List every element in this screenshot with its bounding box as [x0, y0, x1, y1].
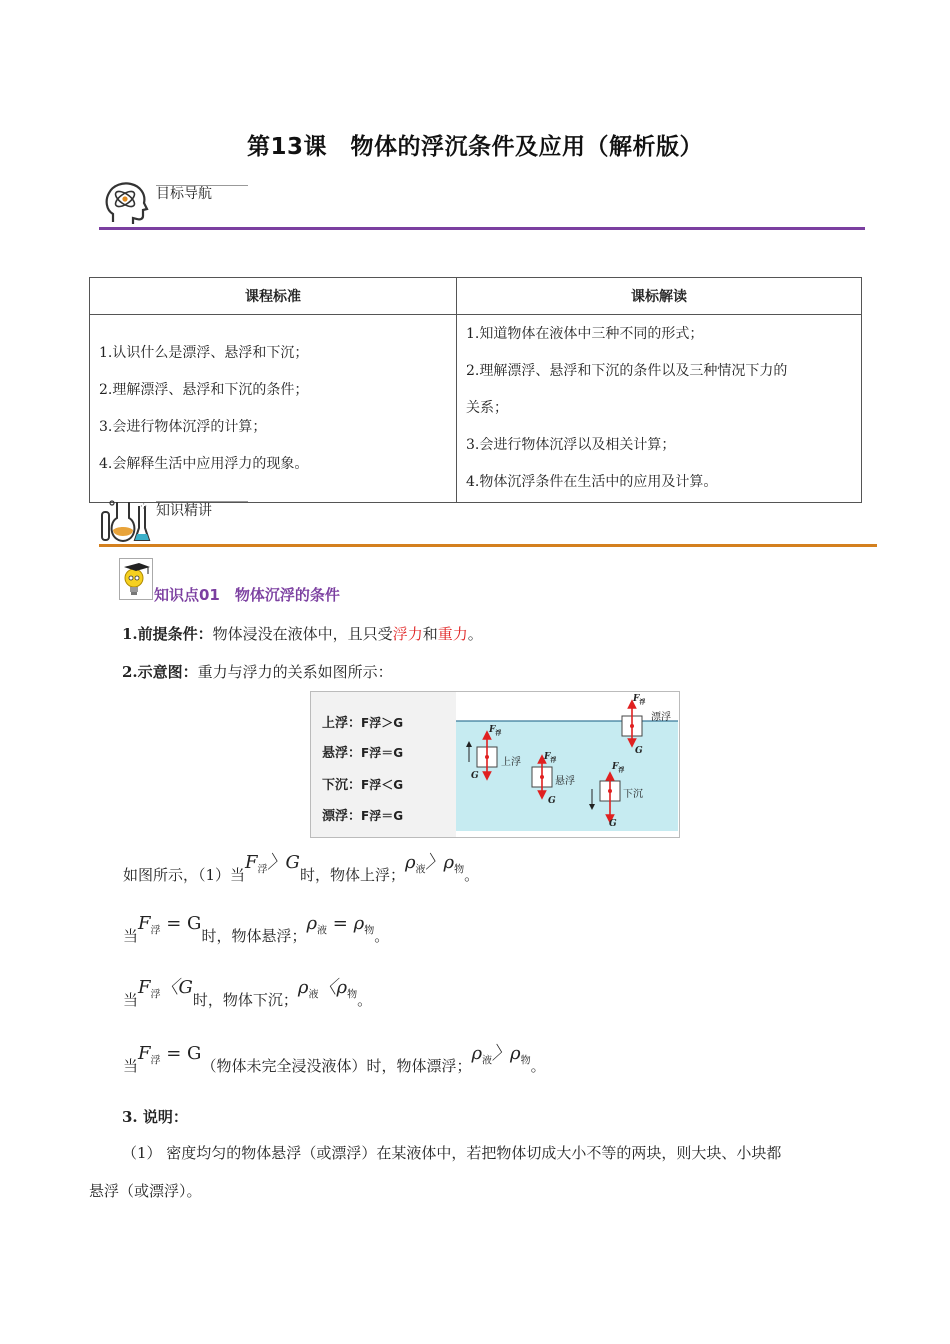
formula-rho-gt: $\rho_液$〉$\rho_物$	[404, 852, 465, 876]
label-float-up: 上浮	[501, 757, 521, 768]
condition-line-4: 当$F_浮 = G$（物体未完全浸没液体）时，物体漂浮；$\rho_液$〉$\rho_物$。	[123, 1043, 546, 1075]
condition-line-2: 当$F_浮 = G$时，物体悬浮；$\rho_液 = \rho_物$。	[123, 913, 390, 945]
force-f-label: $F_浮$	[633, 694, 646, 706]
formula-rho-lt: $\rho_液$〈$\rho_物$	[297, 977, 358, 1001]
premise-label: 1.前提条件：	[122, 625, 213, 643]
sparkle-icon: ⁘	[139, 500, 149, 513]
force-f-label: $F_浮$	[489, 725, 502, 737]
force-g-label: G	[635, 746, 643, 756]
list-item: 关系；	[466, 400, 508, 416]
list-item: 2.理解漂浮、悬浮和下沉的条件；	[99, 381, 309, 398]
legend-state: 上浮：	[322, 716, 362, 731]
standards-table	[89, 277, 862, 503]
legend-relation: F浮＜G	[361, 778, 404, 792]
scholar-bulb-icon	[119, 558, 153, 600]
condition-text: 如图所示，（1）当	[123, 866, 246, 884]
formula-f-lt-g: $F_浮$〈G	[138, 977, 193, 1001]
legend-relation: F浮＝G	[361, 809, 404, 823]
list-item: 3.会进行物体沉浮的计算；	[99, 418, 267, 435]
premise-text: 物体浸没在液体中，且只受	[212, 625, 393, 643]
diagram-label: 2.示意图：	[122, 663, 198, 681]
note-paragraph-1: （1） 密度均匀的物体悬浮（或漂浮）在某液体中，若把物体切成大小不等的两块，则大块、小块都	[122, 1144, 782, 1162]
note-paragraph-2: 悬浮（或漂浮）。	[89, 1182, 202, 1200]
legend-state: 漂浮：	[322, 809, 362, 824]
label-suspend: 悬浮	[555, 776, 575, 787]
condition-line-1: 如图所示，（1）当$F_浮$〉G时，物体上浮；$\rho_液$〉$\rho_物$。	[123, 852, 480, 884]
force-f-label: $F_浮$	[612, 762, 625, 774]
legend-relation: F浮＝G	[361, 746, 404, 760]
legend-row	[322, 742, 403, 761]
list-item: 1.认识什么是漂浮、悬浮和下沉；	[99, 344, 309, 361]
section-label-underline	[156, 185, 248, 186]
list-item: 4.会解释生活中应用浮力的现象。	[99, 455, 309, 472]
force-g-label: G	[471, 771, 479, 781]
condition-text: 时，物体悬浮；	[201, 927, 307, 945]
diagram-paragraph	[122, 661, 393, 683]
interpretation-cell	[457, 315, 862, 503]
note-label: 3. 说明：	[122, 1108, 188, 1126]
section-divider	[99, 227, 865, 230]
list-item: 2.理解漂浮、悬浮和下沉的条件以及三种情况下力的	[466, 363, 788, 379]
condition-text: 时，物体上浮；	[299, 866, 405, 884]
legend-row	[322, 805, 403, 824]
section-label-knowledge: 知识精讲	[156, 503, 212, 519]
buoyancy-keyword: 浮力	[392, 625, 423, 643]
formula-rho-gt-floating: $\rho_液$〉$\rho_物$	[471, 1043, 531, 1067]
formula-f-eq-g: $F_浮 = G$	[138, 913, 202, 937]
formula-f-gt-g: $F_浮$〉G	[245, 852, 300, 876]
condition-text: 时，物体下沉；	[192, 991, 298, 1009]
legend-state: 悬浮：	[322, 746, 362, 761]
force-g-label: G	[609, 819, 617, 829]
label-sink: 下沉	[623, 789, 643, 800]
premise-text: 。	[467, 625, 483, 643]
label-floating: 漂浮	[651, 712, 671, 723]
force-g-label: G	[548, 796, 556, 806]
legend-state: 下沉：	[322, 778, 362, 793]
section-label-target: 目标导航	[156, 186, 212, 202]
force-f-label: $F_浮$	[544, 752, 557, 764]
table-header-standard: 课程标准	[90, 278, 457, 315]
legend-relation: F浮＞G	[361, 716, 404, 730]
knowledge-point-title: 知识点01 物体沉浮的条件	[154, 586, 340, 604]
premise-paragraph	[122, 623, 483, 645]
table-header-interpretation: 课标解读	[457, 278, 862, 315]
head-brain-icon	[101, 178, 151, 228]
list-item: 4.物体沉浮条件在生活中的应用及计算。	[466, 474, 718, 490]
condition-text: （物体未完全浸没液体）时，物体漂浮；	[201, 1057, 472, 1075]
section-divider	[99, 544, 877, 547]
buoyancy-figure	[310, 691, 680, 838]
list-item: 3.会进行物体沉浮以及相关计算；	[466, 437, 676, 453]
formula-f-eq-g-floating: $F_浮 = G$	[138, 1043, 202, 1067]
legend-row	[322, 774, 403, 793]
page-title: 第13课 物体的浮沉条件及应用（解析版）	[246, 134, 703, 160]
formula-rho-eq: $\rho_液 = \rho_物$	[306, 913, 375, 937]
condition-line-3: 当$F_浮$〈G时，物体下沉；$\rho_液$〈$\rho_物$。	[123, 977, 373, 1009]
standards-cell	[90, 315, 457, 503]
diagram-text: 重力与浮力的关系如图所示：	[197, 663, 393, 681]
legend-row	[322, 712, 403, 731]
premise-text: 和	[422, 625, 438, 643]
section-label-underline	[156, 501, 248, 502]
gravity-keyword: 重力	[437, 625, 468, 643]
list-item: 1.知道物体在液体中三种不同的形式；	[466, 326, 704, 342]
